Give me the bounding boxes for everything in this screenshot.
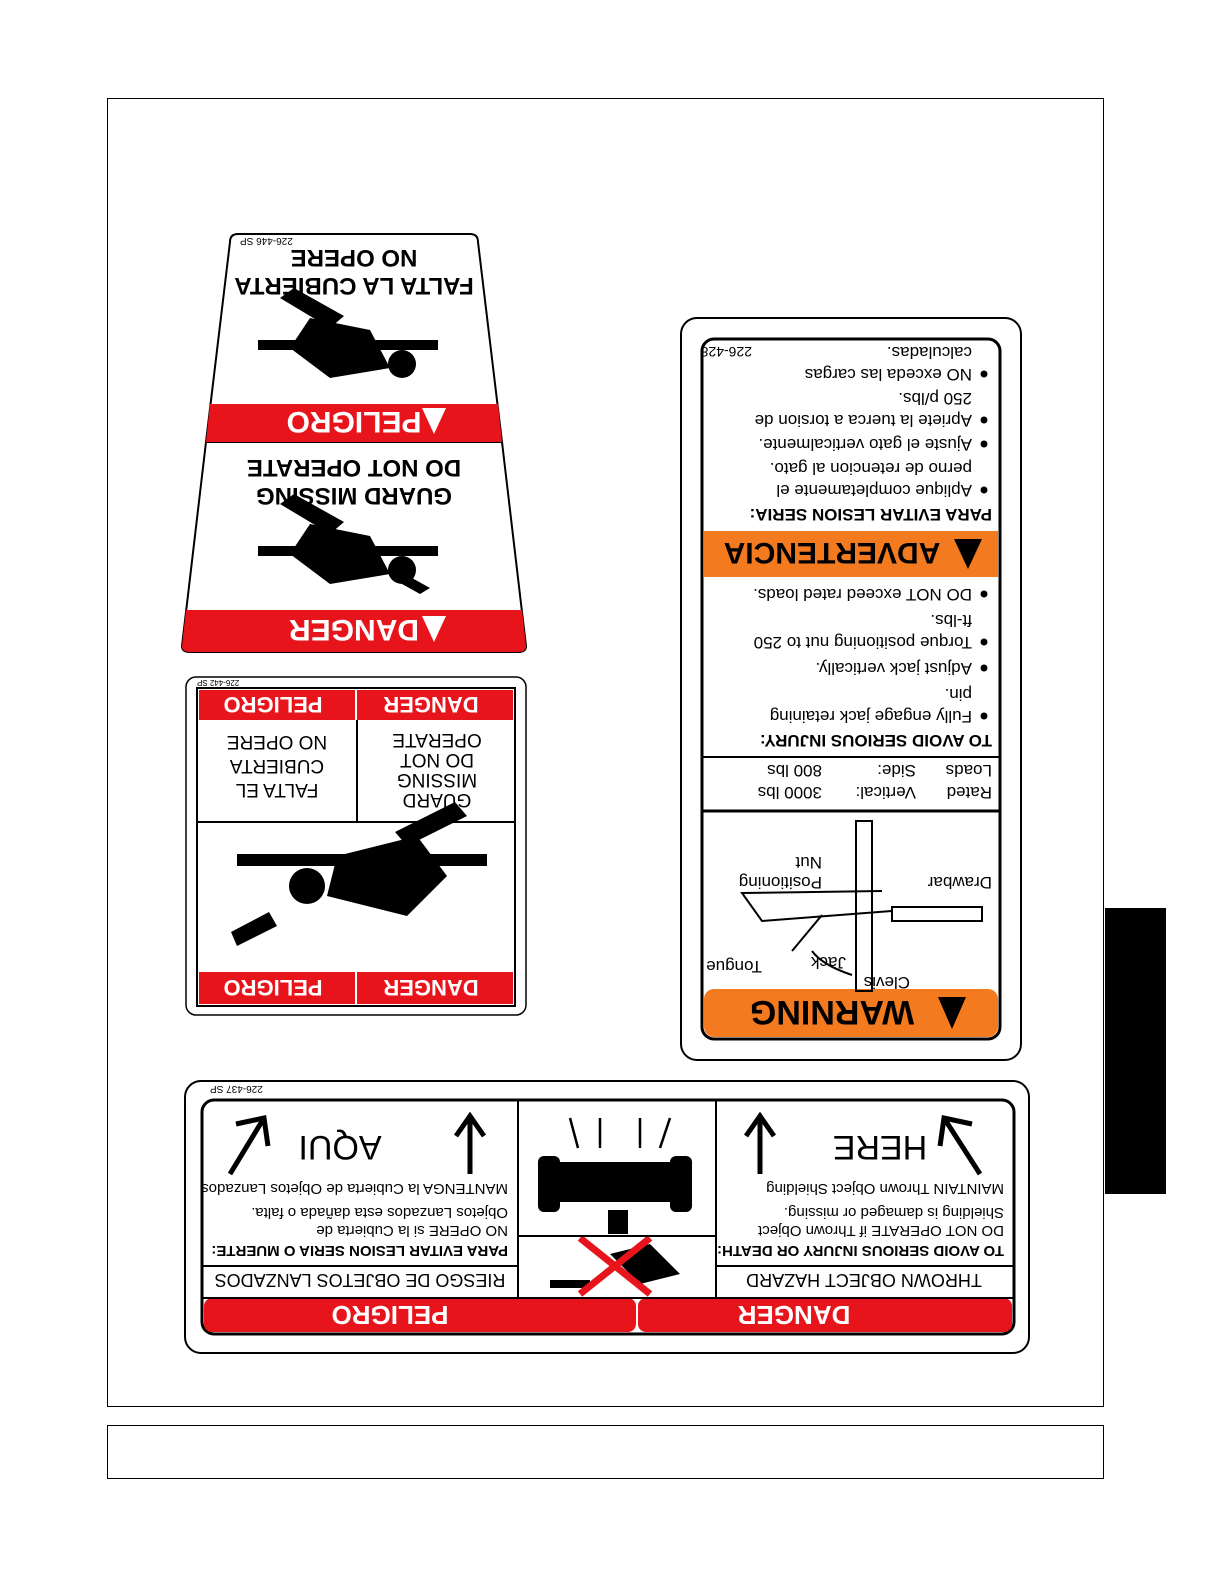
rated-c1b: Loads — [945, 761, 992, 780]
thrown-part-number: 226-437 SP — [210, 1083, 263, 1094]
es-title: PARA EVITAR LESION SERIA: — [749, 505, 992, 524]
sq-en-4: OPERATE — [392, 729, 482, 750]
es-item-3b: 250 p/lbs. — [898, 389, 972, 408]
es-item-4: NO exceda las cargas — [804, 365, 972, 384]
label-clevis: Clevis — [863, 973, 910, 992]
peligro-line1: FALTA LA CUBIERTA — [234, 272, 474, 299]
en-here: HERE — [832, 1128, 928, 1166]
en-item-1b: pin. — [944, 685, 972, 704]
peligro-line2: NO OPERE — [290, 244, 418, 271]
en-item-4: DO NOT exceed rated loads. — [753, 585, 972, 604]
en-item-2: Adjust jack vertically. — [815, 659, 972, 678]
danger-line1: GUARD MISSING — [255, 482, 453, 509]
thrown-en-line3: MAINTAIN Thrown Object Shielding — [766, 1180, 1004, 1197]
sq-part-number: 226-442 SP — [197, 678, 240, 687]
thrown-en-line2: Shielding is damaged or missing. — [783, 1204, 1004, 1221]
thrown-danger-heading: DANGER — [737, 1300, 851, 1330]
label-positioning: Positioning — [738, 873, 822, 892]
label-nut: Nut — [795, 853, 822, 872]
thrown-en-line1: DO NOT OPERATE if Thrown Object — [758, 1222, 1004, 1239]
sq-es-3: NO OPERE — [226, 731, 328, 752]
prohibited-icon — [532, 1238, 700, 1294]
thrown-es-title: PARA EVITAR LESION SERIA O MUERTE: — [211, 1242, 508, 1259]
label-tongue: Tongue — [706, 957, 762, 976]
peligro-heading: PELIGRO — [286, 405, 422, 438]
footer-box — [107, 1425, 1104, 1479]
es-item-3: Apriete la tuerca a torsion de — [754, 411, 972, 430]
rated-c2b: Side: — [877, 761, 916, 780]
rated-c3b: 800 lbs — [767, 761, 822, 780]
sq-peligro-heading-top: PELIGRO — [223, 975, 323, 1000]
thrown-es-line1: NO OPERE si la Cubierta de — [316, 1222, 508, 1239]
warning-heading: WARNING — [749, 993, 915, 1031]
section-tab — [1105, 908, 1166, 1194]
part-number: 226-446 SP — [240, 235, 293, 246]
rated-c2a: Vertical: — [855, 783, 916, 802]
es-item-1b: perno de retencion al gato. — [769, 459, 972, 478]
es-item-4b: calculadas. — [886, 343, 972, 362]
rated-c1a: Rated — [946, 783, 992, 802]
en-hazard: THROWN OBJECT HAZARD — [746, 1270, 982, 1290]
decal-thrown-object — [184, 1080, 1030, 1354]
thrown-en-title: TO AVOID SERIOUS INJURY OR DEATH: — [717, 1242, 1004, 1259]
en-title: TO AVOID SERIOUS INJURY: — [759, 731, 992, 750]
sq-en-3: DO NOT — [400, 749, 474, 770]
sq-es-1: FALTA EL — [235, 779, 319, 800]
sq-peligro-heading-bottom: PELIGRO — [223, 692, 323, 717]
es-item-2: Ajuste el gato verticalmente. — [758, 435, 972, 454]
danger-line2: DO NOT OPERATE — [246, 454, 462, 481]
es-aqui: AQUI — [298, 1128, 382, 1166]
es-hazard: RIESGO DE OBJETOS LANZADOS — [214, 1270, 506, 1290]
decal-jack-warning — [680, 317, 1022, 1061]
en-item-1: Fully engage jack retaining — [769, 707, 972, 726]
sq-en-2: MISSING — [396, 769, 478, 790]
thrown-peligro-heading: PELIGRO — [331, 1300, 449, 1330]
sq-en-1: GUARD — [402, 789, 472, 810]
sq-danger-heading-bottom: DANGER — [383, 692, 479, 717]
advertencia-heading: ADVERTENCIA — [723, 536, 941, 569]
thrown-es-line3: MANTENGA la Cubierta de Objetos Lanzados — [201, 1180, 508, 1197]
en-item-3b: ft-lbs. — [930, 611, 972, 630]
sq-es-2: CUBIERTA — [229, 755, 325, 776]
rated-c3a: 3000 lbs — [757, 783, 822, 802]
label-jack: Jack — [811, 953, 846, 972]
decal-guard-missing-square — [185, 676, 527, 1016]
label-drawbar: Drawbar — [927, 873, 992, 892]
thrown-es-line2: Objetos Lanzados esta dañada o falta. — [251, 1204, 508, 1221]
sq-danger-heading-top: DANGER — [383, 975, 479, 1000]
en-item-3: Torque positioning nut to 250 — [753, 633, 972, 652]
es-item-1: Aplique completamente el — [776, 481, 972, 500]
jack-part-number: 226-428 — [700, 344, 752, 360]
decal-guard-missing-trapezoid — [178, 230, 530, 654]
danger-heading: DANGER — [288, 613, 420, 646]
